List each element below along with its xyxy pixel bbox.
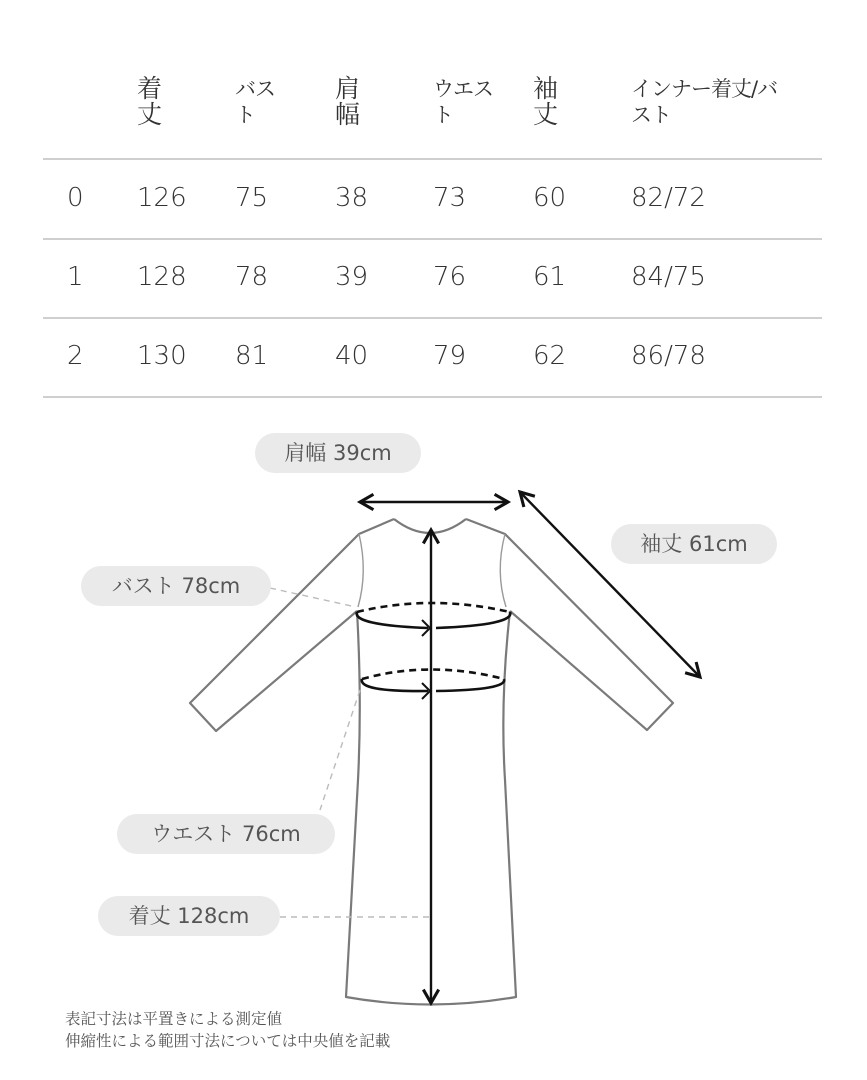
cell: 128 bbox=[137, 262, 187, 292]
cell: 78 bbox=[235, 262, 269, 292]
cell: 82/72 bbox=[631, 183, 706, 213]
header-shoulder: 肩 幅 bbox=[335, 74, 361, 129]
header-waist: ウエス ト bbox=[433, 77, 493, 127]
header-bust: バス ト bbox=[235, 77, 275, 127]
cell: 84/75 bbox=[631, 262, 706, 292]
cell: 126 bbox=[137, 183, 187, 213]
cell: 60 bbox=[533, 183, 567, 213]
cell: 76 bbox=[433, 262, 467, 292]
size-cell: 0 bbox=[67, 183, 84, 213]
bust-label: バスト 78cm bbox=[81, 566, 271, 606]
cell: 79 bbox=[433, 341, 467, 371]
sleeve-length-label: 袖丈 61cm bbox=[611, 524, 777, 564]
cell: 73 bbox=[433, 183, 467, 213]
cell: 62 bbox=[533, 341, 567, 371]
header-sleeve: 袖 丈 bbox=[533, 74, 559, 129]
cell: 75 bbox=[235, 183, 269, 213]
sleeve-arrow-icon bbox=[520, 492, 700, 677]
measurement-notes bbox=[65, 1008, 390, 1052]
length-label: 着丈 128cm bbox=[98, 896, 280, 936]
leader-lines bbox=[270, 588, 430, 917]
shoulder-width-label: 肩幅 39cm bbox=[255, 433, 421, 473]
cell: 40 bbox=[335, 341, 369, 371]
header-length: 着 丈 bbox=[137, 74, 163, 129]
cell: 61 bbox=[533, 262, 567, 292]
note-line: 表記寸法は平置きによる測定値 bbox=[65, 1010, 283, 1028]
waist-label: ウエスト 76cm bbox=[117, 814, 335, 854]
cell: 130 bbox=[137, 341, 187, 371]
note-line: 伸縮性による範囲寸法については中央値を記載 bbox=[65, 1032, 391, 1050]
size-cell: 1 bbox=[67, 262, 84, 292]
waist-circumference-icon bbox=[362, 670, 504, 700]
cell: 81 bbox=[235, 341, 269, 371]
cell: 38 bbox=[335, 183, 369, 213]
cell: 39 bbox=[335, 262, 369, 292]
size-cell: 2 bbox=[67, 341, 84, 371]
bust-circumference-icon bbox=[357, 603, 511, 636]
cell: 86/78 bbox=[631, 341, 706, 371]
header-inner: インナー着丈/バ スト bbox=[631, 77, 778, 127]
